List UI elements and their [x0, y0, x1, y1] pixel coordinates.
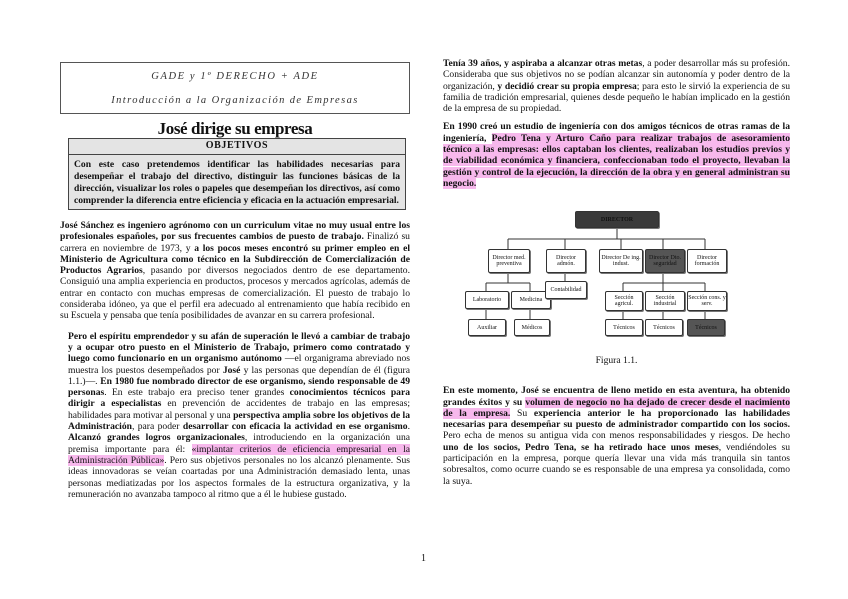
text-bold: José Sánchez es ingeniero agrónomo con un curriculum vitae no muy usual entre los profesionales españoles, por sus frecuentes cambios de puesto de trabajo.: [60, 220, 410, 243]
text: y las personas que dependían de él (figura 1.1.)—.: [68, 364, 410, 387]
text-bold: perspectiva amplia sobre los objetivos de la Administración: [68, 409, 410, 433]
org-node-level3: Técnicos: [687, 319, 725, 336]
case-title: José dirige su empresa: [157, 119, 313, 138]
org-node-director: DIRECTOR: [575, 211, 659, 228]
text-bold: desarrollar con eficacia la actividad en ese organismo: [182, 421, 408, 433]
highlighted-text: Pedro Tena y Arturo Caño para realizar trabajos de asesoramiento técnico a las empresas: ellos captaban los clientes, realizaban los estudios previos y de viabilidad económica y financiera, confeccionaban todo el proyecto, llevaban la gestión y control de la ejecución, la dirección de la obra y en general administran su negocio.: [443, 132, 790, 189]
text-bold: Pero el espíritu emprendedor y su afán de superación le llevó a cambiar de trabajo y a ocupar otro puesto en el Ministerio de Trabajo, primero como contratado y luego como funcionario en un organismo autónomo: [68, 330, 410, 365]
text: Pero echa de menos su antigua vida con menos responsabilidades y riesgos. De hecho: [443, 430, 790, 442]
figure-caption: Figura 1.1.: [595, 355, 638, 367]
objectives-box: [68, 138, 406, 210]
text-bold: y decidió crear su propia empresa: [497, 80, 637, 92]
objectives-text: Con este caso pretendemos identificar las habilidades necesarias para desempeñar el trabajo del directivo, distinguir las funciones básicas de la dirección, visualizar los roles o papeles que desempeñan los directivos, así como comprender la diferencia entre eficiencia y eficacia en la actuación empresarial.: [74, 159, 400, 206]
text-bold: En 1980 fue nombrado director de ese organismo, siendo responsable de 49 personas: [68, 375, 410, 399]
text-bold: Alcanzó grandes logros organizacionales: [68, 432, 245, 444]
org-node-level1: Director Dto. seguridad: [645, 249, 685, 273]
left-paragraph-2: [68, 331, 410, 500]
text-bold: En 1990 creó un estudio de ingeniería con dos amigos técnicos de otras ramas de la ingeniería,: [443, 121, 790, 144]
org-node-level1: Director admón.: [546, 249, 586, 273]
left-column: [60, 62, 410, 500]
text: , para poder: [131, 421, 183, 433]
right-column: [443, 58, 790, 487]
highlighted-text: «implantar criterios de eficiencia empresarial en la Administración Pública»: [68, 443, 410, 466]
text: , pasando por diversos negociados dentro de ese departamento. Consiguió una amplia experiencia en productos, procesos y mercados agrícolas, además de entrar en contacto con muchas empresas de comercialización. El puesto de trabajo lo consideraba idóneo, ya que el perfil era adecuado al entrenamiento que había recibido en su Escuela y pensaba que tenía posibilidades de avanzar en su carrera profesional.: [60, 265, 411, 322]
text: , vendiéndoles su participación en la empresa, porque quería llevar una vida más tranquila sin tantos sobresaltos, como ocurre cuando se es responsable de una empresa ya consolidada, como la suya.: [443, 441, 790, 487]
text: —el organigrama abreviado nos muestra los puestos desempeñados por: [68, 353, 410, 376]
text: Finalizó su carrera en noviembre de 1973, y: [60, 231, 410, 254]
text: Su: [510, 407, 534, 419]
right-paragraph-2: [443, 121, 790, 189]
text: , a poder desarrollar más su profesión. Consideraba que sus objetivos no se podían alcanzar sin autonomía y poder dentro de la organización,: [443, 58, 790, 92]
org-node-level3: Técnicos: [605, 319, 643, 336]
org-node-level2: Sección agricul.: [605, 291, 643, 311]
text: , introduciendo en la organización una premisa importante para él:: [68, 432, 410, 455]
course-name: GADE y 1º DERECHO + ADE: [151, 71, 319, 82]
text-bold: José: [222, 364, 241, 376]
org-node-level1: Director formación: [687, 249, 727, 273]
org-node-level2: Sección industrial: [645, 291, 685, 311]
right-paragraph-1: [443, 58, 790, 114]
text-bold: a los pocos meses encontró su primer empleo en el Ministerio de Agricultura como técnico en la Subdirección de Comercialización de Productos Agrarios: [60, 242, 410, 277]
org-node-level1: Director De ing. indust.: [599, 249, 643, 273]
text: . Pero sus objetivos personales no los alcanzó plenamente. Sus ideas innovadoras se veían coartadas por una Administración demasiado lenta, unas personas mediatizadas por los aspectos formales de la estructura organizativa, y la remuneración no avanzaba tampoco al ritmo que a él le hubiese gustado.: [68, 454, 410, 500]
org-node-level1: Director med. preventiva: [488, 249, 530, 273]
org-chart: [443, 195, 790, 375]
page-number: 1: [421, 553, 426, 564]
course-header-box: [60, 62, 410, 114]
text-bold: uno de los socios, Pedro Tena, se ha retirado hace unos meses: [443, 441, 719, 453]
text: ; para esto le sirvió la experiencia de su familia de tradición empresarial, quienes desde pequeño le habían implicado en la gestión de la empresa de su propiedad.: [443, 80, 791, 115]
org-node-level3: Médicos: [514, 319, 550, 336]
org-node-level3: Técnicos: [645, 319, 683, 336]
text: en prevención de accidentes de trabajo en las empresas; habilidades para motivar al personal y una: [68, 398, 410, 421]
org-node-level3: Auxiliar: [468, 319, 506, 336]
text: . En este trabajo era preciso tener grandes: [104, 387, 290, 399]
highlighted-text: volumen de negocio no ha dejado de crecer desde el nacimiento de la empresa.: [443, 396, 791, 419]
text-bold: Tenía 39 años, y aspiraba a alcanzar otras metas: [443, 58, 643, 69]
text: .: [407, 421, 410, 433]
right-paragraph-3: [443, 385, 790, 487]
org-node-level2: Contabilidad: [545, 281, 587, 299]
subject-name: Introducción a la Organización de Empresas: [111, 95, 359, 106]
org-node-level2: Laboratorio: [465, 291, 509, 309]
text-bold: experiencia anterior le ha proporcionado las habilidades necesarias para desempeñar su puesto de administrador compartido con los socios.: [443, 407, 790, 431]
text-bold: conocimientos técnicos para dirigir a especialistas: [68, 387, 411, 410]
left-paragraph-1: [60, 220, 410, 322]
org-node-level2: Sección cons. y serv.: [687, 291, 727, 311]
text-bold: En este momento, José se encuentra de lleno metido en esta aventura, ha obtenido grandes éxitos y su: [443, 385, 790, 408]
org-node-level2: Medicina: [511, 291, 551, 309]
objectives-heading: OBJETIVOS: [69, 139, 405, 155]
